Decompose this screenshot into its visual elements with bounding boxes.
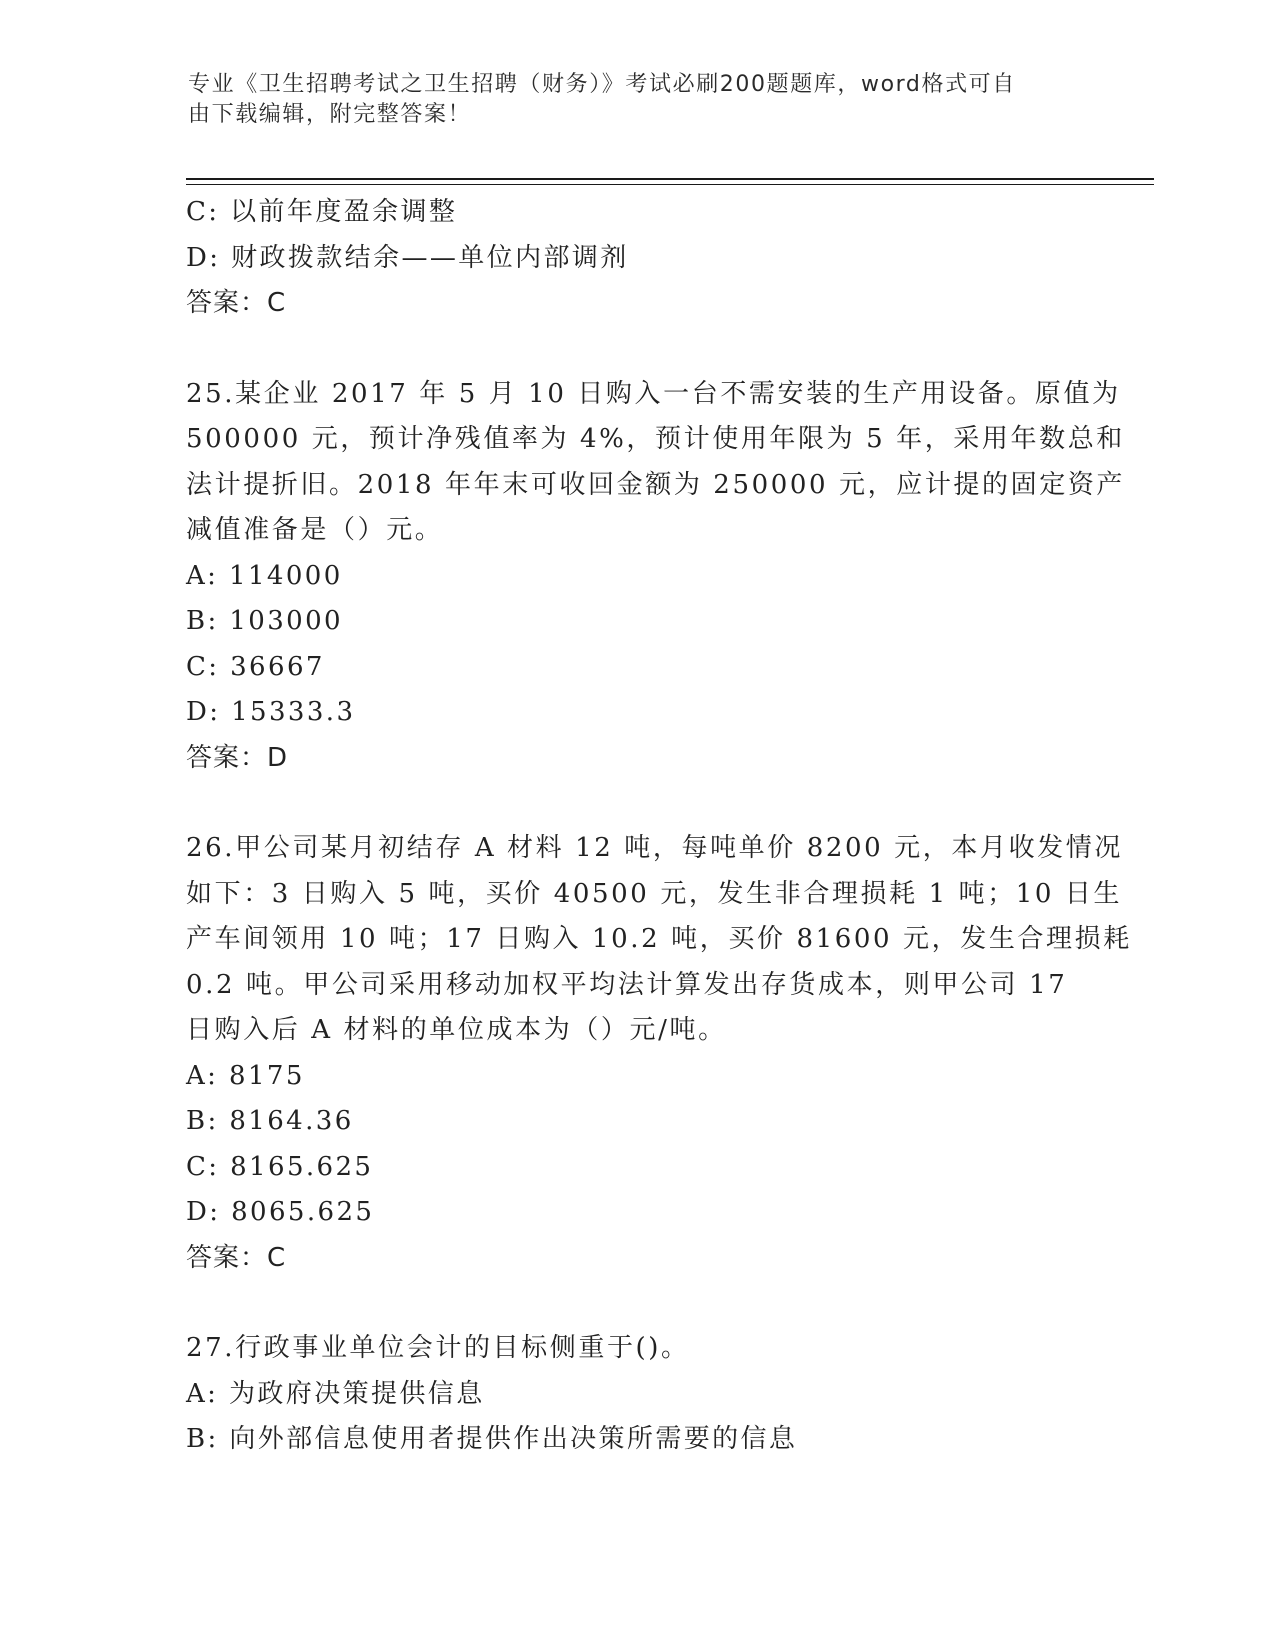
option-d: D: 8065.625	[186, 1197, 375, 1227]
option-b: B: 103000	[186, 606, 343, 636]
option-a: A: 8175	[186, 1060, 305, 1091]
stem-line: 26.甲公司某月初结存 A 材料 12 吨，每吨单价 8200 元，本月收发情况	[186, 833, 1123, 863]
answer: 答案：D	[186, 742, 289, 773]
question-26	[186, 826, 1132, 1281]
answer: 答案：C	[186, 288, 287, 318]
stem-line: 减值准备是（）元。	[186, 515, 444, 545]
header-line-2: 由下载编辑，附完整答案！	[188, 102, 472, 127]
stem-line: 如下：3 日购入 5 吨，买价 40500 元，发生非合理损耗 1 吨；10 日生	[186, 878, 1123, 909]
stem-line: 产车间领用 10 吨；17 日购入 10.2 吨，买价 81600 元，发生合理损耗	[186, 924, 1132, 954]
stem-line: 27.行政事业单位会计的目标侧重于()。	[186, 1333, 690, 1363]
option-c: C: 以前年度盈余调整	[186, 197, 458, 227]
stem-line: 25.某企业 2017 年 5 月 10 日购入一台不需安装的生产用设备。原值为	[186, 378, 1121, 409]
option-b: B: 向外部信息使用者提供作出决策所需要的信息	[186, 1424, 798, 1454]
option-d: D: 财政拨款结余——单位内部调剂	[186, 242, 629, 273]
option-a: A: 114000	[186, 560, 343, 591]
stem-line: 法计提折旧。2018 年年末可收回金额为 250000 元，应计提的固定资产	[186, 469, 1126, 500]
spacer	[186, 327, 1086, 372]
question-stem	[186, 826, 1132, 1054]
option-b: B: 8164.36	[186, 1106, 354, 1136]
question-stem	[186, 372, 1126, 554]
stem-line: 日购入后 A 材料的单位成本为（）元/吨。	[186, 1015, 727, 1045]
question-24	[186, 190, 1086, 327]
document-header	[188, 70, 1088, 130]
question-27	[186, 1326, 1086, 1463]
option-c: C: 36667	[186, 651, 325, 682]
spacer	[186, 781, 1086, 826]
option-c: C: 8165.625	[186, 1151, 374, 1182]
header-line-1: 专业《卫生招聘考试之卫生招聘（财务）》考试必刷200题题库，word格式可自	[188, 72, 1016, 97]
option-a: A: 为政府决策提供信息	[186, 1378, 485, 1409]
header-divider	[186, 178, 1154, 185]
stem-line: 0.2 吨。甲公司采用移动加权平均法计算发出存货成本，则甲公司 17	[186, 969, 1068, 1000]
question-25	[186, 372, 1126, 782]
question-stem	[186, 1326, 1086, 1372]
answer: 答案：C	[186, 1242, 287, 1273]
spacer	[186, 1281, 1086, 1326]
option-d: D: 15333.3	[186, 697, 356, 727]
question-list	[186, 190, 1132, 1463]
stem-line: 500000 元，预计净残值率为 4%，预计使用年限为 5 年，采用年数总和	[186, 424, 1125, 454]
